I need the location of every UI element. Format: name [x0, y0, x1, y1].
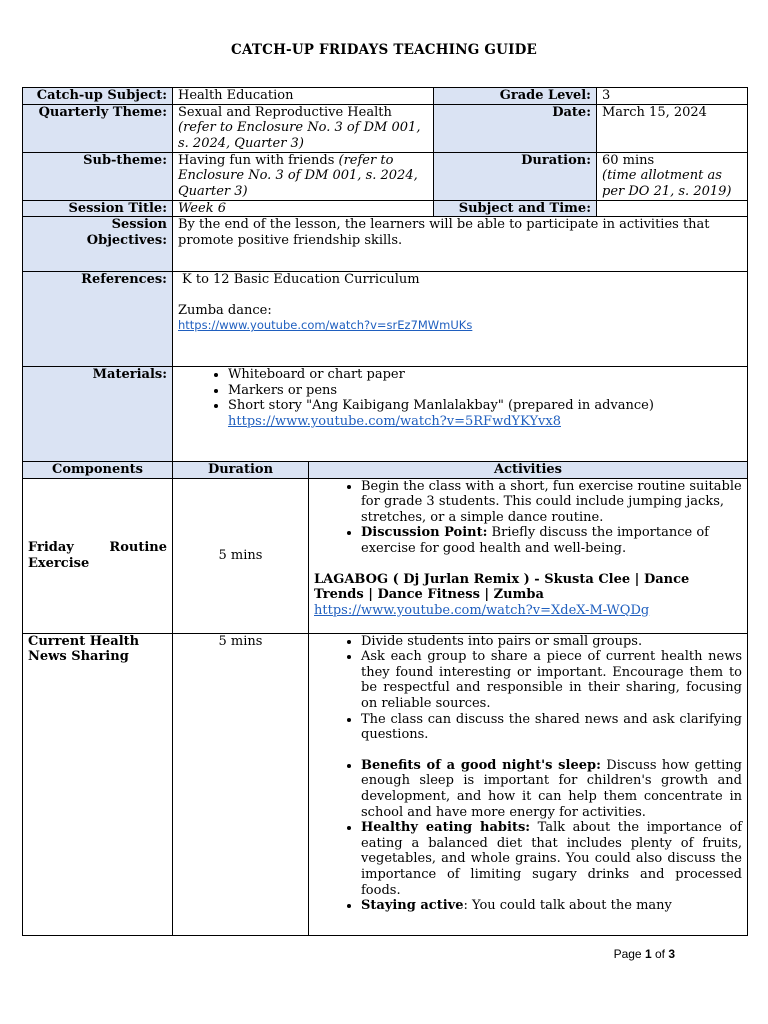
grade-value: 3 — [597, 88, 748, 105]
list-item: • Benefits of a good night's sleep: Discuss how getting enough sleep is important for children's growth and development, and how it can help them concentrate in school and have more energy for activities. — [361, 758, 742, 820]
subject-time-value — [597, 200, 748, 217]
col-header-components: Components — [23, 462, 173, 479]
materials-story-link[interactable]: https://www.youtube.com/watch?v=5RFwdYKYvx8 — [228, 413, 561, 429]
list-item: • Begin the class with a short, fun exercise routine suitable for grade 3 students. This could include jumping jacks, stretches, or a simple dance routine. — [361, 479, 742, 526]
grade-label: Grade Level: — [434, 88, 597, 105]
subtheme-label: Sub-theme: — [23, 152, 173, 200]
subject-value: Health Education — [173, 88, 434, 105]
page-number: Page 1 of 3 — [613, 947, 675, 961]
list-item: • Healthy eating habits: Talk about the importance of eating a balanced diet that includes plenty of fruits, vegetables, and whole grains. You could also discuss the importance of limiting sugary drinks and processed foods. — [361, 820, 742, 898]
subtheme-value: Having fun with friends — [178, 152, 335, 168]
subject-time-label: Subject and Time: — [434, 200, 597, 217]
materials-label: Materials: — [23, 367, 173, 462]
references-zumba-label: Zumba dance: — [178, 302, 272, 318]
friday-exercise-bullets — [314, 479, 742, 557]
list-item: • Staying active: You could talk about the many — [361, 898, 742, 914]
dance-video-title: LAGABOG ( Dj Jurlan Remix ) - Skusta Clee | Dance Trends | Dance Fitness | Zumba — [314, 571, 690, 603]
theme-label: Quarterly Theme: — [23, 104, 173, 152]
duration-value: 60 mins — [602, 152, 655, 168]
activities-friday-exercise — [309, 478, 748, 633]
col-header-activities: Activities — [309, 462, 748, 479]
references-curriculum: K to 12 Basic Education Curriculum — [182, 272, 420, 288]
document-title: CATCH-UP FRIDAYS TEACHING GUIDE — [231, 42, 537, 58]
health-topics-bullets — [314, 758, 742, 914]
list-item: • Divide students into pairs or small groups. — [361, 634, 742, 650]
objectives-value: By the end of the lesson, the learners will be able to participate in activities that promote positive friendship skills. — [173, 217, 748, 272]
duration-friday-exercise: 5 mins — [173, 478, 309, 633]
component-friday-exercise: Friday Routine Exercise — [23, 478, 173, 633]
list-item: • Discussion Point: Briefly discuss the importance of exercise for good health and well-being. — [361, 525, 742, 556]
subject-label: Catch-up Subject: — [23, 88, 173, 105]
references-cell — [173, 272, 748, 367]
theme-note: (refer to Enclosure No. 3 of DM 001, s. 2024, Quarter 3) — [178, 120, 421, 151]
materials-list — [178, 367, 742, 429]
table-row — [23, 633, 748, 935]
list-item: • The class can discuss the shared news and ask clarifying questions. — [361, 712, 742, 743]
objectives-label: Session Objectives: — [23, 217, 173, 272]
materials-item: • Markers or pens — [228, 383, 742, 399]
duration-label: Duration: — [434, 152, 597, 200]
col-header-duration: Duration — [173, 462, 309, 479]
date-label: Date: — [434, 104, 597, 152]
activities-table — [22, 461, 748, 936]
theme-cell — [173, 104, 434, 152]
theme-value: Sexual and Reproductive Health — [178, 104, 392, 120]
duration-health-news: 5 mins — [173, 633, 309, 935]
session-title-label: Session Title: — [23, 200, 173, 217]
list-item: • Ask each group to share a piece of current health news they found interesting or important. Encourage them to be respectful and responsible in their sharing, focusing on reliable sources. — [361, 649, 742, 711]
dance-video-link[interactable]: https://www.youtube.com/watch?v=XdeX-M-WQDg — [314, 602, 650, 618]
references-label: References: — [23, 272, 173, 367]
materials-cell — [173, 367, 748, 462]
session-info-table — [22, 87, 748, 462]
health-news-bullets — [314, 634, 742, 743]
date-value: March 15, 2024 — [597, 104, 748, 152]
materials-item: • Short story "Ang Kaibigang Manlalakbay" (prepared in advance) https://www.youtube.com/watch?v=5RFwdYKYvx8 — [228, 398, 742, 429]
subtheme-note: (refer to Enclosure No. 3 of DM 001, s. 2024, Quarter 3) — [178, 152, 418, 199]
component-health-news: Current Health News Sharing — [23, 633, 173, 935]
session-title-value: Week 6 — [173, 200, 434, 217]
table-row — [23, 478, 748, 633]
materials-item: • Whiteboard or chart paper — [228, 367, 742, 383]
duration-cell — [597, 152, 748, 200]
duration-note: (time allotment as per DO 21, s. 2019) — [602, 168, 732, 199]
references-zumba-link[interactable]: https://www.youtube.com/watch?v=srEz7MWmUKs — [178, 318, 473, 333]
activities-health-news — [309, 633, 748, 935]
subtheme-cell — [173, 152, 434, 200]
